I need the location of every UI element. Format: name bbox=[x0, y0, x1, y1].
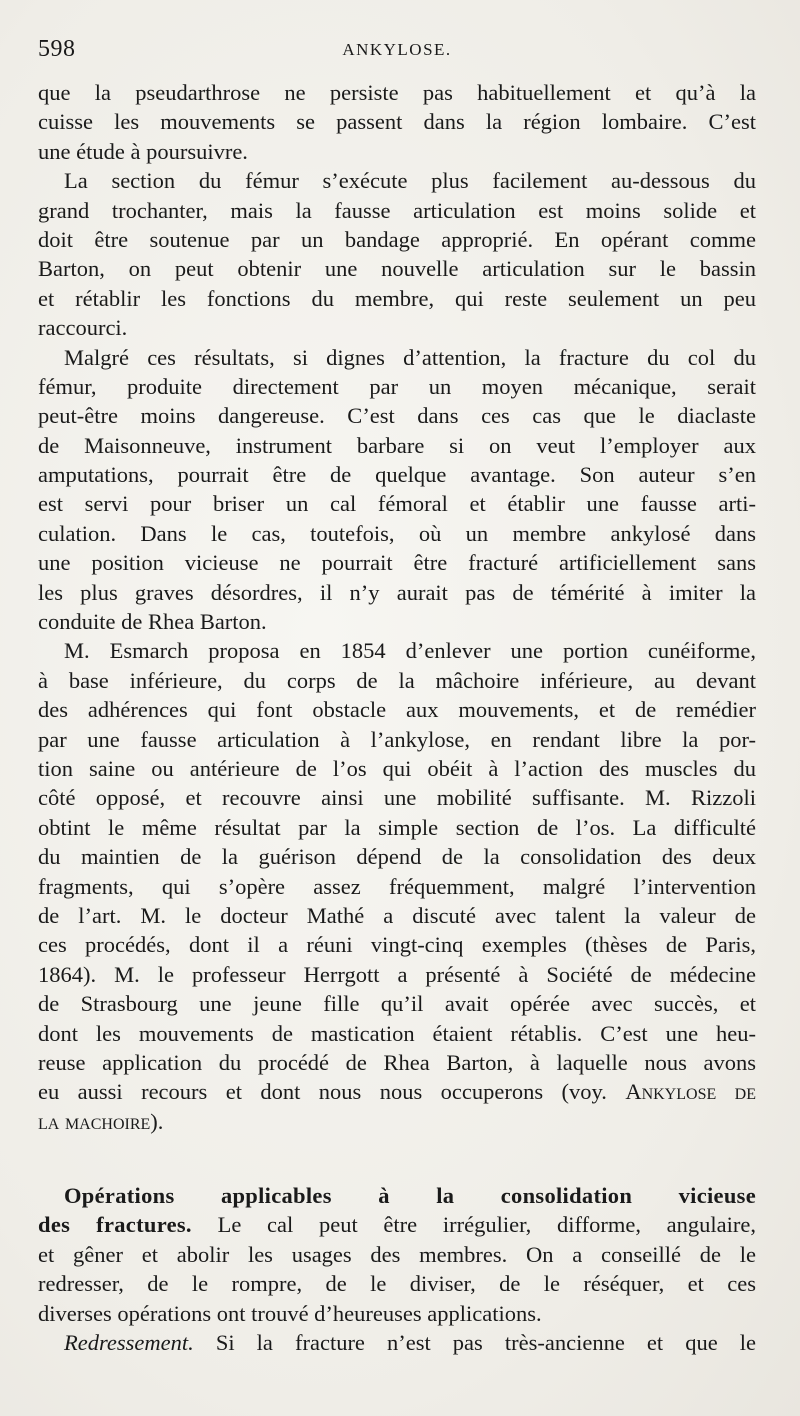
text-line: et gêner et abolir les usages des membres. On a conseillé de le bbox=[38, 1241, 756, 1267]
section-heading-line bbox=[38, 1181, 756, 1210]
text-segment: Le cal peut être irrégulier, difforme, angulaire, bbox=[217, 1212, 756, 1238]
page-header bbox=[38, 36, 756, 68]
section-heading: Opérations applicables à la consolidation vicieuse bbox=[64, 1183, 756, 1209]
text-line: fémur, produite directement par un moyen mécanique, serait bbox=[38, 373, 756, 399]
text-line bbox=[38, 1077, 756, 1106]
text-line: une position vicieuse ne pourrait être fracturé artificiellement sans bbox=[38, 550, 756, 576]
page-number: 598 bbox=[38, 36, 76, 62]
text-line: des adhérences qui font obstacle aux mouvements, et de remédier bbox=[38, 697, 756, 723]
text-line: ces procédés, dont il a réuni vingt-cinq exemples (thèses de Paris, bbox=[38, 932, 756, 958]
running-title: ANKYLOSE. bbox=[342, 40, 452, 59]
paragraph-start bbox=[38, 1328, 756, 1357]
text-line: Barton, on peut obtenir une nouvelle articulation sur le bassin bbox=[38, 256, 756, 282]
text-line: dont les mouvements de mastication étaient rétablis. C’est une heu- bbox=[38, 1020, 756, 1046]
text-line: par une fausse articulation à l’ankylose, en rendant libre la por- bbox=[38, 726, 756, 752]
text-line bbox=[38, 1107, 756, 1136]
text-line: conduite de Rhea Barton. bbox=[38, 609, 267, 635]
paragraph-start: La section du fémur s’exécute plus facilement au-dessous du bbox=[64, 168, 756, 194]
italic-subheading: Redressement. bbox=[64, 1330, 194, 1356]
text-line: culation. Dans le cas, toutefois, où un membre ankylosé dans bbox=[38, 520, 756, 546]
text-line: doit être soutenue par un bandage approprié. En opérant comme bbox=[38, 226, 756, 252]
section-heading: des fractures. bbox=[38, 1212, 192, 1238]
text-line: cuisse les mouvements se passent dans la région lombaire. C’est bbox=[38, 109, 756, 135]
text-line: reuse application du procédé de Rhea Barton, à laquelle nous avons bbox=[38, 1049, 756, 1075]
text-line: les plus graves désordres, il n’y aurait pas de témérité à imiter la bbox=[38, 579, 756, 605]
text-line: peut-être moins dangereuse. C’est dans ces cas que le diaclaste bbox=[38, 403, 756, 429]
text-line: et rétablir les fonctions du membre, qui reste seulement un peu bbox=[38, 285, 756, 311]
text-line: une étude à poursuivre. bbox=[38, 138, 248, 164]
text-line: obtint le même résultat par la simple section de l’os. La difficulté bbox=[38, 814, 756, 840]
text-line: amputations, pourrait être de quelque avantage. Son auteur s’en bbox=[38, 462, 756, 488]
cross-reference: Ankylose de bbox=[625, 1079, 756, 1105]
text-line: de l’art. M. le docteur Mathé a discuté avec talent la valeur de bbox=[38, 902, 756, 928]
text-line: à base inférieure, du corps de la mâchoire inférieure, au devant bbox=[38, 667, 756, 693]
paragraph-start: Malgré ces résultats, si dignes d’attention, la fracture du col du bbox=[64, 344, 756, 370]
text-line: que la pseudarthrose ne persiste pas habituellement et qu’à la bbox=[38, 80, 756, 105]
text-line: raccourci. bbox=[38, 315, 128, 341]
text-line: redresser, de le rompre, de le diviser, de le réséquer, et ces bbox=[38, 1271, 756, 1297]
text-segment: eu aussi recours et dont nous nous occuperons (voy. bbox=[38, 1079, 607, 1105]
text-line: grand trochanter, mais la fausse articulation est moins solide et bbox=[38, 197, 756, 223]
section-gap bbox=[38, 1136, 756, 1181]
text-segment: Si la fracture n’est pas très-ancienne et que le bbox=[215, 1330, 756, 1356]
text-line: 1864). M. le professeur Herrgott a présenté à Société de médecine bbox=[38, 961, 756, 987]
paragraph-start: M. Esmarch proposa en 1854 d’enlever une portion cunéiforme, bbox=[64, 638, 756, 664]
text-line: côté opposé, et recouvre ainsi une mobilité suffisante. M. Rizzoli bbox=[38, 785, 756, 811]
text-line: tion saine ou antérieure de l’os qui obéit à l’action des muscles du bbox=[38, 755, 756, 781]
text-line bbox=[38, 1210, 756, 1239]
text-line: est servi pour briser un cal fémoral et établir une fausse arti- bbox=[38, 491, 756, 517]
page-body bbox=[38, 78, 756, 1357]
cross-reference: la machoire bbox=[38, 1108, 151, 1134]
text-line: du maintien de la guérison dépend de la consolidation des deux bbox=[38, 844, 756, 870]
text-line: fragments, qui s’opère assez fréquemment, malgré l’intervention bbox=[38, 873, 756, 899]
text-line: diverses opérations ont trouvé d’heureuses applications. bbox=[38, 1300, 542, 1326]
text-line: de Maisonneuve, instrument barbare si on veut l’employer aux bbox=[38, 432, 756, 458]
text-line: de Strasbourg une jeune fille qu’il avait opérée avec succès, et bbox=[38, 991, 756, 1017]
text-segment: ). bbox=[150, 1108, 164, 1134]
